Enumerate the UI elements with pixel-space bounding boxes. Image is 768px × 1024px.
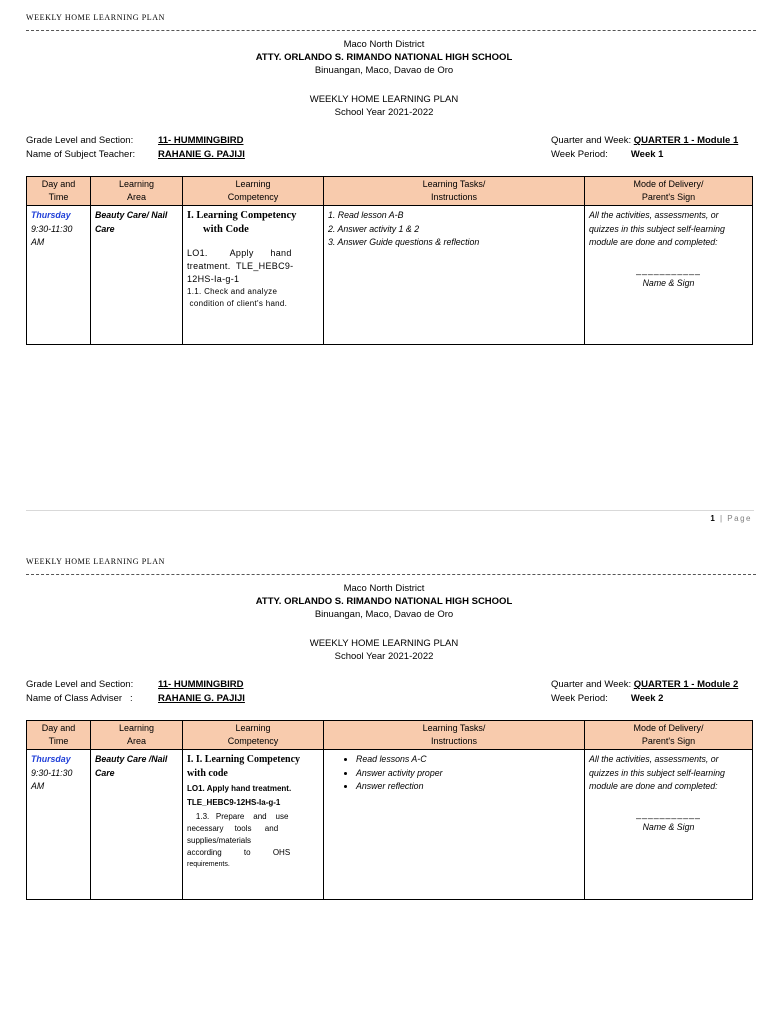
- cell-day-time: [27, 750, 91, 900]
- plan-heading: [0, 93, 768, 119]
- col-header-area: Learning Area: [91, 721, 183, 750]
- school-address: Binuangan, Maco, Davao de Oro: [314, 65, 454, 76]
- period-label: Week Period:: [551, 693, 608, 704]
- plan-table: [26, 720, 753, 900]
- col-header-competency: Learning Competency: [183, 177, 324, 206]
- delivery-line: module are done and completed:: [589, 781, 718, 791]
- header-divider: [26, 30, 756, 31]
- grade-value: 11- HUMMINGBIRD: [158, 679, 244, 690]
- grade-values: [158, 678, 245, 706]
- col-header-competency: Learning Competency: [183, 721, 324, 750]
- adviser-value: RAHANIE G. PAJIJI: [158, 693, 245, 704]
- running-header: WEEKLY HOME LEARNING PLAN: [26, 557, 165, 566]
- signature-label: Name & Sign: [642, 822, 695, 832]
- cell-tasks: [324, 750, 585, 900]
- cell-tasks: [324, 206, 585, 345]
- grade-info: [26, 678, 133, 706]
- quarter-value: QUARTER 1 - Module 1: [633, 135, 739, 146]
- page-footer: [710, 514, 752, 523]
- area-line: Beauty Care/ Nail: [95, 210, 168, 220]
- delivery-line: module are done and completed:: [589, 237, 718, 247]
- school-heading: [0, 38, 768, 77]
- col-header-day: Day and Time: [27, 721, 91, 750]
- grade-info: [26, 134, 135, 162]
- cell-day-time: [27, 206, 91, 345]
- plan-title: WEEKLY HOME LEARNING PLAN: [309, 638, 459, 649]
- col-header-tasks: Learning Tasks/ Instructions: [324, 177, 585, 206]
- school-heading: [0, 582, 768, 621]
- period-label: Week Period:: [551, 149, 608, 160]
- header-divider: [26, 574, 756, 575]
- table-header-row: [27, 177, 753, 206]
- table-header-row: [27, 721, 753, 750]
- task-item: 1. Read lesson A-B: [328, 210, 404, 220]
- delivery-line: quizzes in this subject self-learning: [589, 767, 725, 778]
- cell-delivery: [585, 750, 753, 900]
- table-row: [27, 750, 753, 900]
- delivery-line: All the activities, assessments, or: [589, 754, 719, 764]
- task-item: • Answer activity proper: [356, 767, 580, 781]
- day-name: Thursday: [31, 210, 71, 220]
- task-item: • Read lessons A-C: [356, 753, 580, 767]
- signature-line: ___________: [636, 808, 701, 819]
- signature-label: Name & Sign: [642, 278, 695, 288]
- plan-heading: [0, 637, 768, 663]
- quarter-info: [551, 134, 738, 162]
- page-number: 1: [710, 514, 717, 523]
- adviser-label: Name of Class Adviser :: [26, 693, 133, 704]
- col-header-delivery: Mode of Delivery/ Parent's Sign: [585, 721, 753, 750]
- school-address: Binuangan, Maco, Davao de Oro: [314, 609, 454, 620]
- lo-block: LO1. Apply hand treatment. TLE_HEBC9-12HS-Ia-g-1: [187, 784, 292, 807]
- task-item: • Answer reflection: [356, 780, 580, 794]
- period-value: Week 2: [630, 693, 664, 704]
- district-name: Maco North District: [343, 583, 425, 594]
- competency-heading: with code: [187, 768, 228, 779]
- signature-line: ___________: [636, 264, 701, 275]
- area-line: Care: [95, 767, 115, 778]
- delivery-line: All the activities, assessments, or: [589, 210, 719, 220]
- quarter-label: Quarter and Week:: [551, 679, 632, 690]
- teacher-value: RAHANIE G. PAJIJI: [158, 149, 245, 160]
- sub-competency: 1.3. Prepare and use necessary tools and supplies/materials according to OHS requirements.: [187, 812, 291, 868]
- school-year: School Year 2021-2022: [334, 651, 434, 662]
- running-header: WEEKLY HOME LEARNING PLAN: [26, 13, 165, 22]
- task-item: 2. Answer activity 1 & 2: [328, 223, 420, 234]
- cell-competency: [183, 206, 324, 345]
- quarter-info: [551, 678, 738, 706]
- school-name: ATTY. ORLANDO S. RIMANDO NATIONAL HIGH SCHOOL: [255, 52, 513, 63]
- plan-title: WEEKLY HOME LEARNING PLAN: [309, 94, 459, 105]
- col-header-day: Day and Time: [27, 177, 91, 206]
- plan-table: [26, 176, 753, 345]
- competency-heading: with Code: [203, 224, 249, 235]
- competency-heading: I. Learning Competency: [187, 210, 297, 221]
- quarter-label: Quarter and Week:: [551, 135, 632, 146]
- delivery-line: quizzes in this subject self-learning: [589, 223, 725, 234]
- task-list: [328, 753, 580, 794]
- grade-label: Grade Level and Section:: [26, 135, 134, 146]
- page-word: | Page: [716, 514, 752, 523]
- school-year: School Year 2021-2022: [334, 107, 434, 118]
- area-line: Beauty Care /Nail: [95, 754, 168, 764]
- grade-label: Grade Level and Section:: [26, 679, 134, 690]
- grade-values: [158, 134, 245, 162]
- cell-area: [91, 206, 183, 345]
- time-line: AM: [31, 237, 45, 247]
- cell-competency: [183, 750, 324, 900]
- table-row: [27, 206, 753, 345]
- time-line: 9:30-11:30: [31, 223, 73, 234]
- district-name: Maco North District: [343, 39, 425, 50]
- col-header-area: Learning Area: [91, 177, 183, 206]
- task-item: 3. Answer Guide questions & reflection: [328, 237, 480, 247]
- footer-divider: [26, 510, 754, 511]
- competency-heading: I. I. Learning Competency: [187, 754, 301, 765]
- grade-value: 11- HUMMINGBIRD: [158, 135, 244, 146]
- day-name: Thursday: [31, 754, 71, 764]
- time-line: 9:30-11:30: [31, 767, 73, 778]
- lo-block: LO1. Apply hand treatment. TLE_HEBC9- 12HS-Ia-g-1: [187, 248, 294, 284]
- cell-area: [91, 750, 183, 900]
- cell-delivery: [585, 206, 753, 345]
- sub-competency: 1.1. Check and analyze condition of client's hand.: [187, 287, 288, 308]
- school-name: ATTY. ORLANDO S. RIMANDO NATIONAL HIGH SCHOOL: [255, 596, 513, 607]
- col-header-tasks: Learning Tasks/ Instructions: [324, 721, 585, 750]
- period-value: Week 1: [630, 149, 664, 160]
- teacher-label: Name of Subject Teacher:: [26, 149, 136, 160]
- col-header-delivery: Mode of Delivery/ Parent's Sign: [585, 177, 753, 206]
- area-line: Care: [95, 223, 115, 234]
- quarter-value: QUARTER 1 - Module 2: [633, 679, 739, 690]
- time-line: AM: [31, 781, 45, 791]
